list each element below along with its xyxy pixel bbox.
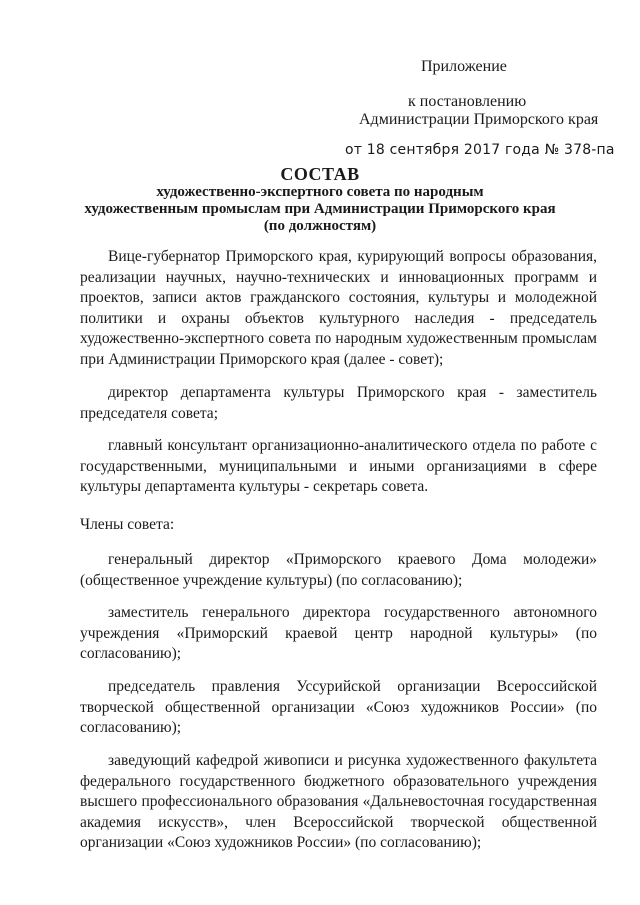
member-paragraph: заведующий кафедрой живописи и рисунка художественного факультета федерального государственного бюджетного образовательного учреждения высшего профессионального образования «Дальневосточная государственная академия искусств», член Всероссийской творческой общественной организации «Союз художников России» (по согласованию); [80, 752, 597, 851]
document-subtitle-line-3: (по должностям) [263, 218, 377, 234]
appendix-label: Приложение [421, 58, 507, 75]
document-title: СОСТАВ [280, 164, 360, 184]
member-paragraph: заместитель генерального директора государственного автономного учреждения «Приморский краевой центр народной культуры» (по согласованию); [80, 604, 597, 662]
resolution-reference: к постановлению [408, 93, 527, 110]
resolution-issuer: Администрации Приморского края [359, 111, 599, 128]
member-paragraph: генеральный директор «Приморского краевого Дома молодежи» (общественное учреждение культуры) (по согласованию); [80, 551, 597, 589]
resolution-date-number: от 18 сентября 2017 года № 378-па [345, 142, 615, 158]
document-subtitle-line-2: художественным промыслам при Администрации Приморского края [84, 201, 556, 217]
document-subtitle-line-1: художественно-экспертного совета по народным [156, 184, 484, 200]
members-heading: Члены совета: [80, 516, 175, 533]
chairman-paragraph: Вице-губернатор Приморского края, курирующий вопросы образования, реализации научных, научно-технических и инновационных программ и проектов, записи актов гражданского состояния, культуры и молодежной политики и охраны объектов культурного наследия - председатель художественно-экспертного совета по народным художественным промыслам при Администрации Приморского края (далее - совет); [80, 248, 597, 368]
deputy-chairman-paragraph: директор департамента культуры Приморского края - заместитель председателя совета; [80, 384, 597, 422]
secretary-paragraph: главный консультант организационно-аналитического отдела по работе с государственными, муниципальными и иными организациями в сфере культуры департамента культуры - секретарь совета. [80, 437, 597, 495]
member-paragraph: председатель правления Уссурийской организации Всероссийской творческой общественной организации «Союз художников России» (по согласованию); [80, 678, 597, 736]
